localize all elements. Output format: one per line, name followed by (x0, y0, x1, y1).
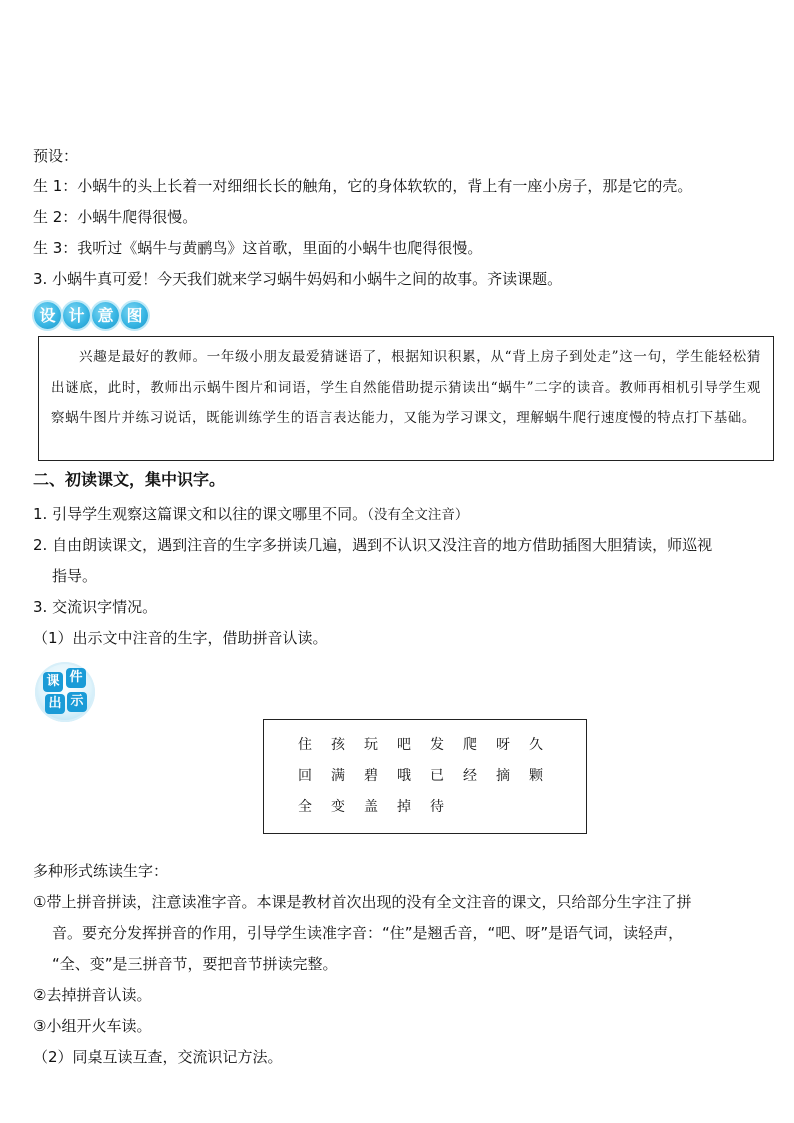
courseware-badge (35, 662, 95, 722)
item-1-text: 1. 引导学生观察这篇课文和以往的课文哪里不同。 (33, 505, 368, 523)
new-characters-box (263, 719, 587, 834)
badge-char: 图 (121, 302, 148, 329)
char: 掉 (397, 799, 411, 815)
badge-char: 件 (66, 668, 86, 688)
char: 吧 (397, 737, 411, 753)
item-1-note: （没有全文注音） (367, 507, 469, 523)
char-row (298, 765, 586, 796)
line-step-3: 3. 小蜗牛真可爱！今天我们就来学习蜗牛妈妈和小蜗牛之间的故事。齐读课题。 (33, 270, 563, 288)
badge-char: 出 (45, 694, 65, 714)
char-row (298, 796, 586, 827)
char: 哦 (397, 768, 411, 784)
char: 爬 (463, 737, 477, 753)
practice-1-line-2: 音。要充分发挥拼音的作用，引导学生读准字音：“住”是翘舌音，“吧、呀”是语气词，读轻声， (52, 924, 684, 942)
badge-char: 设 (34, 302, 61, 329)
char: 全 (298, 799, 312, 815)
char: 颗 (529, 768, 543, 784)
char: 待 (430, 799, 444, 815)
item-3: 3. 交流识字情况。 (33, 598, 158, 616)
char: 经 (463, 768, 477, 784)
sub-item-1: （1）出示文中注音的生字，借助拼音认读。 (33, 629, 328, 647)
practice-1-line-3: “全、变”是三拼音节，要把音节拼读完整。 (52, 955, 338, 973)
badge-char: 计 (63, 302, 90, 329)
design-intent-box: 兴趣是最好的教师。一年级小朋友最爱猜谜语了，根据知识积累，从“背上房子到处走”这一句，学生能轻松猜出谜底，此时，教师出示蜗牛图片和词语，学生自然能借助提示猜读出“蜗牛”二字的读音。教师再相机引导学生观察蜗牛图片并练习说话，既能训练学生的语言表达能力，又能为学习课文，理解蜗牛爬行速度慢的特点打下基础。 (38, 336, 774, 461)
char: 满 (331, 768, 345, 784)
char: 摘 (496, 768, 510, 784)
char-row (298, 734, 586, 765)
item-2-line-2: 指导。 (52, 567, 98, 585)
item-1 (33, 504, 468, 525)
line-student-1: 生 1：小蜗牛的头上长着一对细细长长的触角，它的身体软软的，背上有一座小房子，那是它的壳。 (33, 177, 693, 195)
char: 已 (430, 768, 444, 784)
badge-char: 课 (43, 672, 63, 692)
section-heading: 二、初读课文，集中识字。 (33, 470, 226, 489)
practice-1-line-1: ①带上拼音拼读，注意读准字音。本课是教材首次出现的没有全文注音的课文，只给部分生字注了拼 (33, 893, 692, 911)
badge-char: 示 (67, 692, 87, 712)
char: 碧 (364, 768, 378, 784)
design-intent-badge (34, 302, 148, 329)
char: 盖 (364, 799, 378, 815)
char: 变 (331, 799, 345, 815)
line-preset: 预设： (33, 147, 79, 165)
char: 回 (298, 768, 312, 784)
char: 孩 (331, 737, 345, 753)
sub-item-2: （2）同桌互读互查，交流识记方法。 (33, 1048, 283, 1066)
line-student-3: 生 3：我听过《蜗牛与黄鹂鸟》这首歌，里面的小蜗牛也爬得很慢。 (33, 239, 483, 257)
practice-intro: 多种形式练读生字： (33, 862, 169, 880)
char: 玩 (364, 737, 378, 753)
item-2-line-1: 2. 自由朗读课文，遇到注音的生字多拼读几遍，遇到不认识又没注音的地方借助插图大胆猜读，师巡视 (33, 536, 713, 554)
char: 久 (529, 737, 543, 753)
badge-char: 意 (92, 302, 119, 329)
char: 住 (298, 737, 312, 753)
practice-3: ③小组开火车读。 (33, 1017, 152, 1035)
practice-2: ②去掉拼音认读。 (33, 986, 152, 1004)
char: 发 (430, 737, 444, 753)
line-student-2: 生 2：小蜗牛爬得很慢。 (33, 208, 198, 226)
char: 呀 (496, 737, 510, 753)
